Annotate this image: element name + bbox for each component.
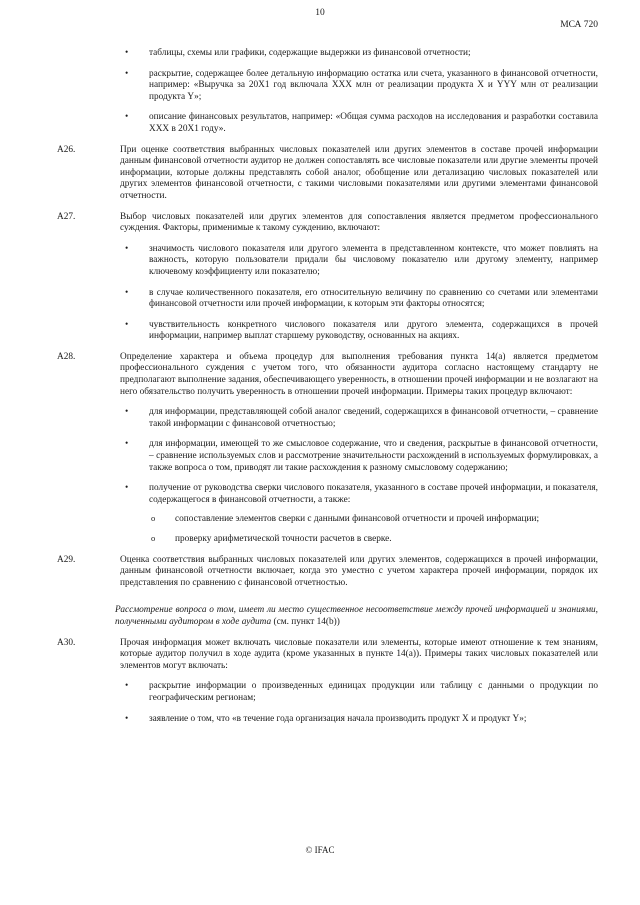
copyright-footer: © IFAC (305, 845, 335, 855)
paragraph-text: Выбор числовых показателей или других элементов для сопоставления является предметом профессионального суждения. Факторы, применимые к такому суждению, включают: (120, 211, 598, 234)
paragraph-a27 (57, 211, 598, 235)
bullet-item: • чувствительность конкретного числового показателя или другого элемента, содержащихся в прочей информации, например выплат старшему руководству, основанных на акциях. (120, 320, 598, 343)
bullet-item: • значимость числового показателя или другого элемента в представленном контексте, что может повлиять на важность, которую пользователи придали бы числовому показателю или другому элементу, например ключевому коэффициенту или показателю; (120, 244, 598, 279)
sub-bullet-item: o сопоставление элементов сверки с данными финансовой отчетности и прочей информации; (120, 514, 598, 526)
bullet-item: • раскрытие, содержащее более детальную информацию остатка или счета, указанного в финансовой отчетности, например: «Выручка за 20X1 год включала XXX млн от реализации продукта X и YYY млн от реализации продукта Y»; (120, 69, 598, 104)
bullet-item: • для информации, представляющей собой аналог сведений, содержащихся в финансовой отчетности, – сравнение такой информации с финансовой отчетностью; (120, 407, 598, 430)
section-heading (115, 605, 598, 628)
bullet-item: • в случае количественного показателя, его относительную величину по сравнению со счетами или элементами финансовой отчетности или прочей информации, к которым эти факторы относятся; (120, 288, 598, 311)
bullet-item: • таблицы, схемы или графики, содержащие выдержки из финансовой отчетности; (120, 48, 598, 60)
paragraph-text: Определение характера и объема процедур для выполнения требования пункта 14(а) является предметом профессионального суждения с учетом того, что обязанности аудитора согласно настоящему стандарту не предполагают выполнение задания, обеспечивающего уверенность, в отношении прочей информации и не возлагают на него обязательство получить уверенность в отношении прочей информации. Примеры таких процедур включают: (120, 351, 598, 397)
paragraph-number: A26. (57, 144, 76, 155)
bullet-item: • описание финансовых результатов, например: «Общая сумма расходов на исследования и разработки составила XXX в 20X1 году». (120, 112, 598, 135)
paragraph-a29 (57, 554, 598, 590)
paragraph-number: A30. (57, 637, 76, 648)
paragraph-a30 (57, 637, 598, 673)
bullet-item: • получение от руководства сверки числового показателя, указанного в составе прочей информации, и показателя, содержащегося в финансовой отчетности, а также: (120, 483, 598, 506)
paragraph-text: При оценке соответствия выбранных числовых показателей или других элементов в составе прочей информации данным финансовой отчетности аудитор не должен сопоставлять все числовые показатели или другие элементы прочей информации, которые должны представлять собой аналог, обобщение или детализацию числовых показателей или других элементов финансовой отчетности, с такими числовыми показателями или другими элементами финансовой отчетности. (120, 144, 598, 201)
paragraph-text: Оценка соответствия выбранных числовых показателей или других элементов, содержащихся в прочей информации, данным финансовой отчетности включает, когда это уместно с учетом характера прочей информации, порядок их представления по сравнению с финансовой отчетностью. (120, 554, 598, 588)
paragraph-a26 (57, 144, 598, 203)
bullet-item: • для информации, имеющей то же смысловое содержание, что и сведения, раскрытые в финансовой отчетности, – сравнение используемых слов и рассмотрение значительности расхождений в используемых формулировках, а также вопроса о том, приводят ли такие расхождения к разному смысловому содержанию; (120, 439, 598, 474)
paragraph-text: Прочая информация может включать числовые показатели или элементы, которые имеют отношение к тем знаниям, которые аудитор получил в ходе аудита (кроме указанных в пункте 14(а)). Примеры таких числовых показателей или элементов могут включать: (120, 637, 598, 671)
page-content (57, 48, 598, 725)
heading-reference: (см. пункт 14(b)) (271, 616, 340, 627)
paragraph-number: A29. (57, 554, 76, 565)
paragraph-a28 (57, 351, 598, 398)
page-number: 10 (315, 8, 325, 18)
paragraph-number: A27. (57, 211, 76, 222)
bullet-item: • раскрытие информации о произведенных единицах продукции или таблицу с данными о продукции по географическим регионам; (120, 681, 598, 704)
heading-italic-text: Рассмотрение вопроса о том, имеет ли место существенное несоответствие между прочей информацией и знаниями, полученными аудитором в ходе аудита (115, 605, 598, 627)
paragraph-number: A28. (57, 351, 76, 362)
sub-bullet-item: o проверку арифметической точности расчетов в сверке. (120, 534, 598, 546)
standard-code: МСА 720 (560, 20, 598, 30)
bullet-item: • заявление о том, что «в течение года организация начала производить продукт X и продукт Y»; (120, 714, 598, 726)
